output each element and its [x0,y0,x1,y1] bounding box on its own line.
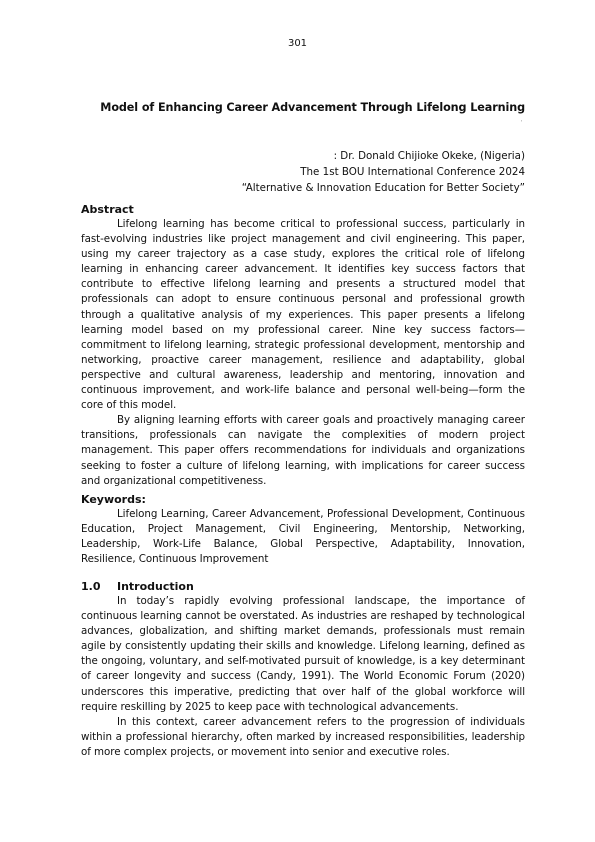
abstract-section [81,203,525,489]
introduction-heading [81,580,525,594]
introduction-paragraph-1: In today’s rapidly evolving professional landscape, the importance of continuous learning cannot be overstated. As industries are reshaped by technological advances, globalization, and shifting market demands, professionals must remain agile by consistently updating their skills and knowledge. Lifelong learning, defined as the ongoing, voluntary, and self-motivated pursuit of knowledge, is a key determinant of career longevity and success (Candy, 1991). The World Economic Forum (2020) underscores this imperative, predicting that over half of the global workforce will require reskilling by 2025 to keep pace with technological advancements. [81,595,525,713]
abstract-heading: Abstract [81,203,134,216]
introduction-paragraph-2: In this context, career advancement refers to the progression of individuals within a professional hierarchy, often marked by increased responsibilities, leadership of more complex projects, or movement into senior and executive roles. [81,715,525,758]
author-block [200,148,525,196]
author-line: : Dr. Donald Chijioke Okeke, (Nigeria) [333,150,525,162]
abstract-paragraph-2: By aligning learning efforts with career goals and proactively managing career transitions, professionals can navigate the complexities of modern project management. This paper offers recommendations for individuals and organizations seeking to foster a culture of lifelong learning, with implications for career success and organizational competitiveness. [81,414,525,487]
section-number: 1.0 [81,580,101,593]
paper-title: Model of Enhancing Career Advancement Through Lifelong Learning [100,101,525,114]
keywords-text: Lifelong Learning, Career Advancement, Professional Development, Continuous Education, Project Management, Civil Engineering, Mentorship, Networking, Leadership, Work-Life Balance, Global Perspective, Adaptability, Innovation, Resilience, Continuous Improvement [81,508,525,566]
keywords-heading: Keywords: [81,493,146,506]
conference-theme-line: “Alternative & Innovation Education for Better Society” [241,182,525,194]
abstract-paragraph-1: Lifelong learning has become critical to professional success, particularly in fast-evolving industries like project management and civil engineering. This paper, using my career trajectory as a case study, explores the critical role of lifelong learning in enhancing career advancement. It identifies key success factors that contribute to effective lifelong learning and presents a structured model that professionals can adopt to ensure continuous personal and professional growth through a qualitative analysis of my experiences. This paper presents a lifelong learning model based on my professional career. Nine key success factors—commitment to lifelong learning, strategic professional development, mentorship and networking, proactive career management, resilience and adaptability, global perspective and cultural awareness, leadership and mentoring, innovation and continuous improvement, and work-life balance and personal well-being—form the core of this model. [81,218,525,412]
section-title: Introduction [117,580,194,593]
introduction-section [81,580,525,760]
page-number: 301 [287,38,308,49]
stray-mark: ' [521,120,523,126]
conference-line: The 1st BOU International Conference 2024 [300,166,525,178]
keywords-section [81,493,525,567]
